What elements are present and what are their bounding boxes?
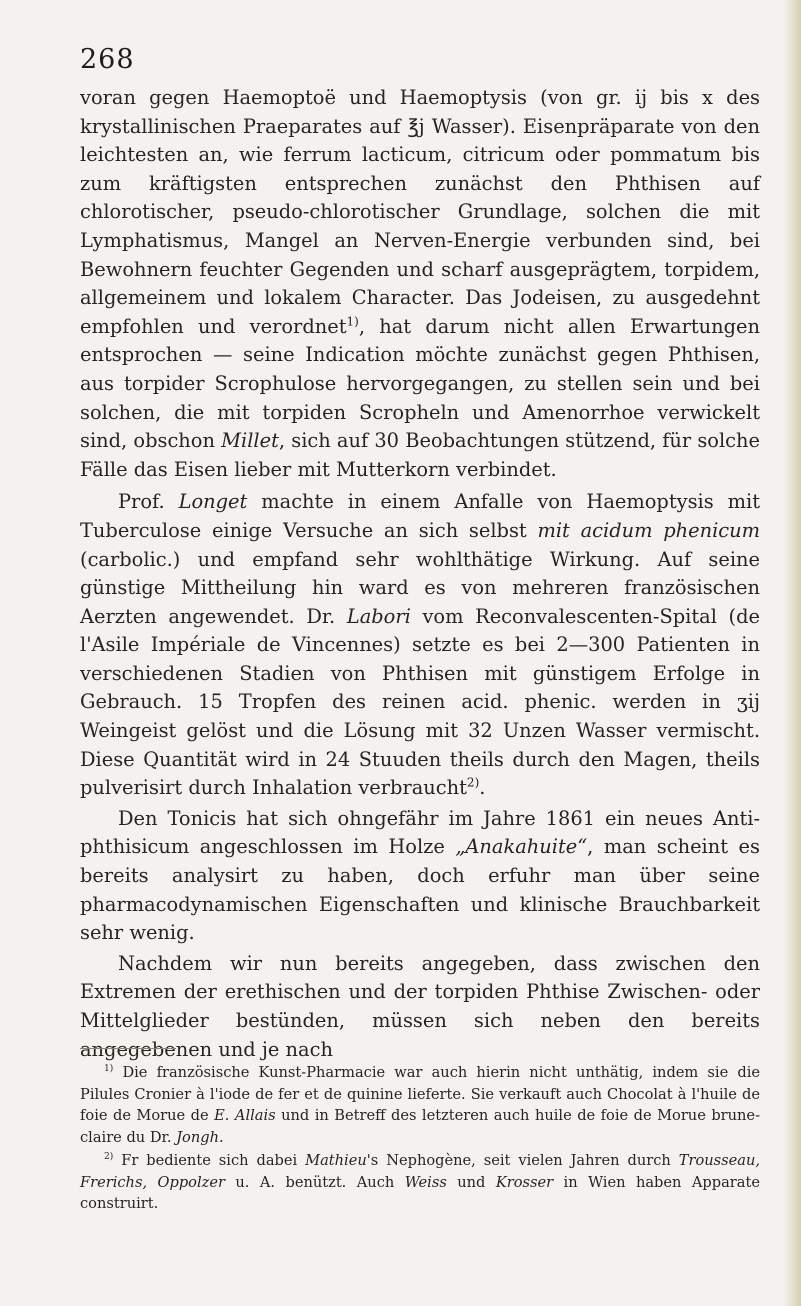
footnote-marker: 1) — [104, 1064, 114, 1075]
footnote-marker: 2) — [104, 1152, 114, 1163]
paragraph-text: Nachdem wir nun bereits angegeben, dass zwischen den Extremen der erethischen und der torpiden Phthise Zwischen- oder Mittelglieder bestünden, müssen sich neben den bereits angegebenen und je nach — [80, 951, 760, 1061]
emphasized-term: mit acidum phenicum — [537, 518, 761, 542]
page-number: 268 — [80, 44, 135, 75]
footnote-ref-1: 1) — [346, 314, 359, 329]
author-name: Millet — [221, 429, 279, 453]
paragraph-1 — [80, 84, 760, 484]
author-name: Krosser — [495, 1173, 554, 1191]
author-name: Jongh. — [176, 1128, 224, 1146]
paragraph-text: Den Tonicis hat sich ohngefähr im Jahre 1861 ein neues Anti-phthisicum angeschlossen im Holze — [80, 806, 760, 859]
footnote-text: 's Nephogène, seit vielen Jahren durch — [366, 1152, 679, 1169]
footnote-text: und — [446, 1173, 496, 1191]
footnote-text: und in Betreff des letzteren auch huile de foie de Morue brune-claire du Dr. — [80, 1107, 760, 1146]
author-name: E. Allais — [214, 1107, 276, 1124]
author-name: Mathieu — [305, 1152, 367, 1169]
author-name: Weiss — [404, 1173, 447, 1191]
paragraph-text: Prof. — [118, 490, 179, 514]
paragraph-text: (carbolic.) und empfand sehr wohlthätige Wirkung. Auf seine günstige Mittheilung hin ward es von mehreren französischen Aerzten angewendet. Dr. — [80, 547, 760, 628]
author-names: Trousseau, Frerichs, Oppolzer — [80, 1152, 760, 1191]
paragraph-text: vom Reconvalescenten-Spital (de l'Asile Impériale de Vincennes) setzte es bei 2—300 Patienten in verschiedenen Stadien von Phthisen mit günstigem Erfolge in Gebrauch. 15 Tropfen des reinen acid. phenic. werden in ʒij Weingeist gelöst und die Lösung mit 32 Unzen Wasser vermischt. Diese Quantität wird in 24 Stuuden theils durch den Magen, theils pulverisirt durch Inhalation verbraucht — [80, 604, 760, 800]
paragraph-text: , sich auf 30 Beobachtungen stützend, für solche Fälle das Eisen lieber mit Mutterkorn verbindet. — [80, 429, 761, 481]
emphasized-term: „Anakahuite“ — [455, 835, 588, 859]
footnotes — [80, 1062, 760, 1215]
paragraph-text: machte in einem Anfalle von Haemoptysis mit Tuberculose einige Versuche an sich selbst — [80, 490, 760, 542]
footnote-1 — [80, 1062, 760, 1148]
paragraph-text: , hat darum nicht allen Erwartungen entsprochen — seine Indication möchte zunächst gegen Phthisen, aus torpider Scrophulose hervorgegangen, zu stellen sein und bei solchen, die mit torpiden Scropheln und Amenorrhoe verwickelt sind, obschon — [80, 314, 760, 453]
author-name: Labori — [346, 604, 411, 628]
footnote-divider — [80, 1048, 176, 1049]
paragraph-4 — [80, 950, 760, 1064]
paragraph-text: voran gegen Haemoptoë und Haemoptysis (von gr. ij bis x des krystallinischen Praeparates auf ℥j Wasser). Eisenpräparate von den leichtesten an, wie ferrum lacticum, citricum oder pommatum bis zum kräftigsten entsprechen zunächst den Phthisen auf chlorotischer, pseudo-chlorotischer Grundlage, solchen die mit Lymphatismus, Mangel an Nerven-Energie verbunden sind, bei Bewohnern feuchter Gegenden und scharf ausgeprägtem, torpidem, allgemeinem und lokalem Character. Das Jodeisen, zu ausgedehnt empfohlen und verordnet — [80, 86, 760, 338]
footnote-ref-2: 2) — [466, 775, 480, 790]
footnote-2 — [80, 1150, 760, 1215]
footnote-text: Die französische Kunst-Pharmacie war auch hierin nicht unthätig, indem sie die Pilules Cronier à l'iode de fer et de quinine lieferte. Sie verkauft auch Chocolat à l'huile de foie de Morue de — [80, 1064, 760, 1124]
body-text — [80, 84, 760, 1064]
paragraph-3 — [80, 805, 760, 948]
paragraph-text: , man scheint es bereits analysirt zu haben, doch erfuhr man über seine pharmacodynamischen Eigenschaften und klinische Brauchbarkeit sehr wenig. — [80, 835, 760, 945]
footnote-text: Fr bediente sich dabei — [113, 1152, 306, 1169]
author-name: Longet — [178, 490, 248, 514]
paragraph-text: . — [479, 776, 486, 800]
footnote-text: u. A. benützt. Auch — [224, 1173, 405, 1191]
paragraph-2 — [80, 488, 760, 803]
footnote-text: in Wien haben Apparate construirt. — [80, 1173, 760, 1212]
page-edge-shadow — [783, 0, 801, 1306]
